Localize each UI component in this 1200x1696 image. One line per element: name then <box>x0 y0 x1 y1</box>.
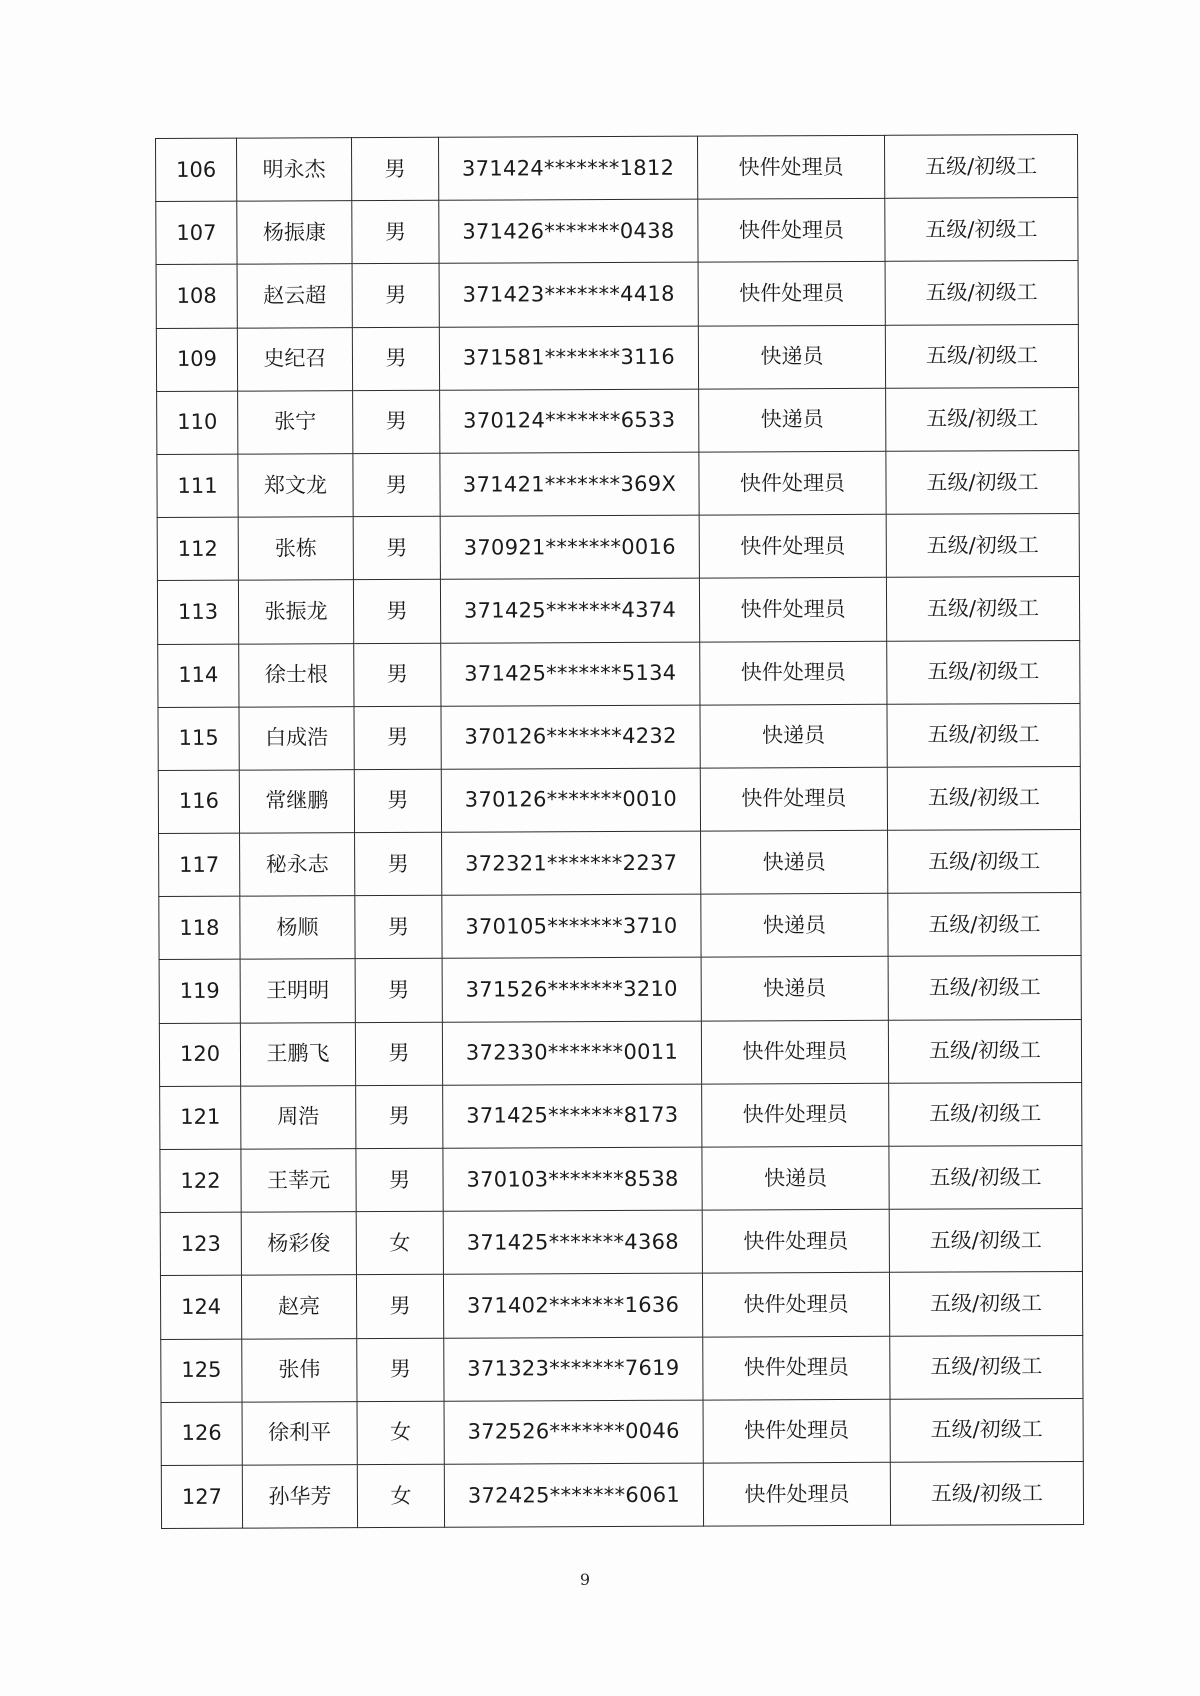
table-row <box>159 956 1081 1023</box>
cell-skill-level: 五级/初级工 <box>886 514 1079 578</box>
table-row <box>157 577 1079 644</box>
cell-id-number: 371425*******8173 <box>443 1084 702 1148</box>
cell-occupation: 快件处理员 <box>702 1209 889 1273</box>
cell-serial-number: 119 <box>159 960 240 1024</box>
cell-gender: 男 <box>355 896 442 960</box>
cell-name: 赵云超 <box>237 264 352 328</box>
cell-name: 张宁 <box>238 390 353 454</box>
cell-name: 明永杰 <box>237 138 352 202</box>
cell-serial-number: 107 <box>156 201 237 265</box>
cell-skill-level: 五级/初级工 <box>887 766 1080 830</box>
cell-occupation: 快件处理员 <box>697 135 884 199</box>
table-row <box>158 766 1080 833</box>
cell-occupation: 快件处理员 <box>701 1020 888 1084</box>
cell-id-number: 370921*******0016 <box>440 515 699 579</box>
cell-gender: 男 <box>354 769 441 833</box>
cell-serial-number: 117 <box>159 833 240 897</box>
table-row <box>160 1145 1082 1212</box>
cell-gender: 男 <box>356 1148 443 1212</box>
cell-skill-level: 五级/初级工 <box>887 640 1080 704</box>
cell-name: 杨顺 <box>240 896 355 960</box>
cell-serial-number: 127 <box>161 1465 242 1529</box>
cell-gender: 男 <box>352 264 439 328</box>
cell-occupation: 快件处理员 <box>699 578 886 642</box>
cell-id-number: 370126*******0010 <box>441 768 700 832</box>
cell-name: 杨振康 <box>237 201 352 265</box>
cell-gender: 男 <box>356 1275 443 1339</box>
cell-gender: 女 <box>357 1401 444 1465</box>
cell-occupation: 快件处理员 <box>703 1336 890 1400</box>
cell-name: 张伟 <box>242 1338 357 1402</box>
cell-id-number: 371581*******3116 <box>439 326 698 390</box>
cell-id-number: 371425*******5134 <box>441 642 700 706</box>
cell-serial-number: 112 <box>157 517 238 581</box>
cell-occupation: 快递员 <box>702 1146 889 1210</box>
cell-gender: 男 <box>356 1085 443 1149</box>
cell-id-number: 371402*******1636 <box>443 1273 702 1337</box>
cell-occupation: 快递员 <box>700 704 887 768</box>
cell-name: 孙华芳 <box>242 1465 357 1529</box>
cell-id-number: 370105*******3710 <box>442 894 701 958</box>
cell-occupation: 快递员 <box>701 957 888 1021</box>
cell-serial-number: 109 <box>156 328 237 392</box>
cell-name: 王鹏飞 <box>240 1022 355 1086</box>
cell-gender: 男 <box>353 453 440 517</box>
table-row <box>156 261 1078 328</box>
cell-id-number: 371425*******4374 <box>440 578 699 642</box>
table-row <box>157 514 1079 581</box>
cell-serial-number: 108 <box>156 265 237 329</box>
cell-skill-level: 五级/初级工 <box>885 198 1078 262</box>
cell-skill-level: 五级/初级工 <box>887 703 1080 767</box>
table-row <box>161 1461 1083 1528</box>
cell-serial-number: 118 <box>159 896 240 960</box>
roster-table-body <box>156 134 1084 1528</box>
cell-gender: 男 <box>355 959 442 1023</box>
cell-name: 秘永志 <box>240 833 355 897</box>
cell-occupation: 快件处理员 <box>702 1273 889 1337</box>
table-row <box>157 387 1079 454</box>
cell-skill-level: 五级/初级工 <box>886 387 1079 451</box>
page-number: 9 <box>579 1570 591 1589</box>
table-row <box>158 640 1080 707</box>
cell-serial-number: 124 <box>160 1276 241 1340</box>
cell-name: 郑文龙 <box>238 454 353 518</box>
table-row <box>160 1209 1082 1276</box>
cell-gender: 男 <box>352 327 439 391</box>
cell-id-number: 370124*******6533 <box>440 389 699 453</box>
cell-id-number: 372330*******0011 <box>442 1021 701 1085</box>
cell-name: 张振龙 <box>238 580 353 644</box>
table-row <box>161 1335 1083 1402</box>
cell-skill-level: 五级/初级工 <box>888 1019 1081 1083</box>
table-row <box>159 1019 1081 1086</box>
cell-occupation: 快件处理员 <box>702 1083 889 1147</box>
cell-id-number: 372526*******0046 <box>444 1400 703 1464</box>
cell-occupation: 快件处理员 <box>703 1462 890 1526</box>
cell-name: 常继鹏 <box>239 770 354 834</box>
cell-id-number: 371426*******0438 <box>439 199 698 263</box>
table-row <box>160 1082 1082 1149</box>
cell-serial-number: 106 <box>156 138 237 202</box>
cell-gender: 男 <box>354 643 441 707</box>
cell-skill-level: 五级/初级工 <box>889 1272 1082 1336</box>
cell-skill-level: 五级/初级工 <box>890 1398 1083 1462</box>
cell-skill-level: 五级/初级工 <box>890 1461 1083 1525</box>
cell-gender: 男 <box>355 832 442 896</box>
cell-id-number: 372425*******6061 <box>444 1463 703 1527</box>
cell-skill-level: 五级/初级工 <box>885 324 1078 388</box>
cell-skill-level: 五级/初级工 <box>885 261 1078 325</box>
cell-id-number: 370126*******4232 <box>441 705 700 769</box>
cell-gender: 男 <box>354 706 441 770</box>
cell-skill-level: 五级/初级工 <box>889 1209 1082 1273</box>
cell-name: 王明明 <box>240 959 355 1023</box>
cell-name: 杨彩俊 <box>241 1212 356 1276</box>
cell-id-number: 371421*******369X <box>440 452 699 516</box>
cell-serial-number: 125 <box>161 1339 242 1403</box>
table-row <box>157 450 1079 517</box>
cell-occupation: 快递员 <box>701 894 888 958</box>
cell-serial-number: 114 <box>158 644 239 708</box>
cell-serial-number: 110 <box>157 391 238 455</box>
cell-gender: 女 <box>357 1464 444 1528</box>
cell-occupation: 快件处理员 <box>700 767 887 831</box>
table-row <box>158 703 1080 770</box>
cell-occupation: 快件处理员 <box>698 262 885 326</box>
cell-occupation: 快件处理员 <box>700 641 887 705</box>
cell-gender: 男 <box>353 390 440 454</box>
cell-serial-number: 111 <box>157 454 238 518</box>
cell-gender: 男 <box>353 516 440 580</box>
table-row <box>156 198 1078 265</box>
cell-name: 王莘元 <box>241 1149 356 1213</box>
cell-gender: 男 <box>355 1022 442 1086</box>
roster-table <box>155 134 1084 1529</box>
cell-occupation: 快件处理员 <box>699 514 886 578</box>
cell-skill-level: 五级/初级工 <box>889 1082 1082 1146</box>
cell-name: 白成浩 <box>239 706 354 770</box>
cell-serial-number: 120 <box>159 1023 240 1087</box>
cell-serial-number: 123 <box>160 1212 241 1276</box>
table-row <box>159 830 1081 897</box>
table-row <box>161 1398 1083 1465</box>
cell-occupation: 快件处理员 <box>699 451 886 515</box>
cell-occupation: 快件处理员 <box>698 199 885 263</box>
cell-id-number: 371425*******4368 <box>443 1210 702 1274</box>
cell-occupation: 快递员 <box>699 388 886 452</box>
cell-gender: 男 <box>352 137 439 201</box>
cell-id-number: 370103*******8538 <box>443 1147 702 1211</box>
cell-serial-number: 113 <box>157 580 238 644</box>
table-row <box>156 134 1078 201</box>
cell-name: 徐利平 <box>242 1401 357 1465</box>
cell-skill-level: 五级/初级工 <box>888 956 1081 1020</box>
cell-id-number: 372321*******2237 <box>442 831 701 895</box>
cell-occupation: 快递员 <box>698 325 885 389</box>
cell-name: 赵亮 <box>241 1275 356 1339</box>
cell-occupation: 快递员 <box>701 830 888 894</box>
cell-serial-number: 121 <box>160 1086 241 1150</box>
cell-skill-level: 五级/初级工 <box>889 1145 1082 1209</box>
table-row <box>160 1272 1082 1339</box>
table-row <box>159 893 1081 960</box>
cell-skill-level: 五级/初级工 <box>888 830 1081 894</box>
cell-id-number: 371323*******7619 <box>444 1337 703 1401</box>
cell-skill-level: 五级/初级工 <box>886 450 1079 514</box>
cell-skill-level: 五级/初级工 <box>888 893 1081 957</box>
cell-serial-number: 122 <box>160 1149 241 1213</box>
cell-gender: 女 <box>356 1211 443 1275</box>
cell-name: 周浩 <box>241 1085 356 1149</box>
cell-id-number: 371423*******4418 <box>439 263 698 327</box>
cell-gender: 男 <box>353 580 440 644</box>
cell-serial-number: 116 <box>158 770 239 834</box>
cell-name: 史纪召 <box>237 327 352 391</box>
cell-skill-level: 五级/初级工 <box>886 577 1079 641</box>
table-row <box>156 324 1078 391</box>
cell-occupation: 快件处理员 <box>703 1399 890 1463</box>
cell-skill-level: 五级/初级工 <box>890 1335 1083 1399</box>
cell-skill-level: 五级/初级工 <box>884 134 1077 198</box>
cell-serial-number: 126 <box>161 1402 242 1466</box>
cell-serial-number: 115 <box>158 707 239 771</box>
cell-name: 徐士根 <box>239 643 354 707</box>
cell-gender: 男 <box>352 200 439 264</box>
cell-id-number: 371526*******3210 <box>442 958 701 1022</box>
cell-id-number: 371424*******1812 <box>438 136 697 200</box>
cell-name: 张栋 <box>238 517 353 581</box>
cell-gender: 男 <box>357 1338 444 1402</box>
